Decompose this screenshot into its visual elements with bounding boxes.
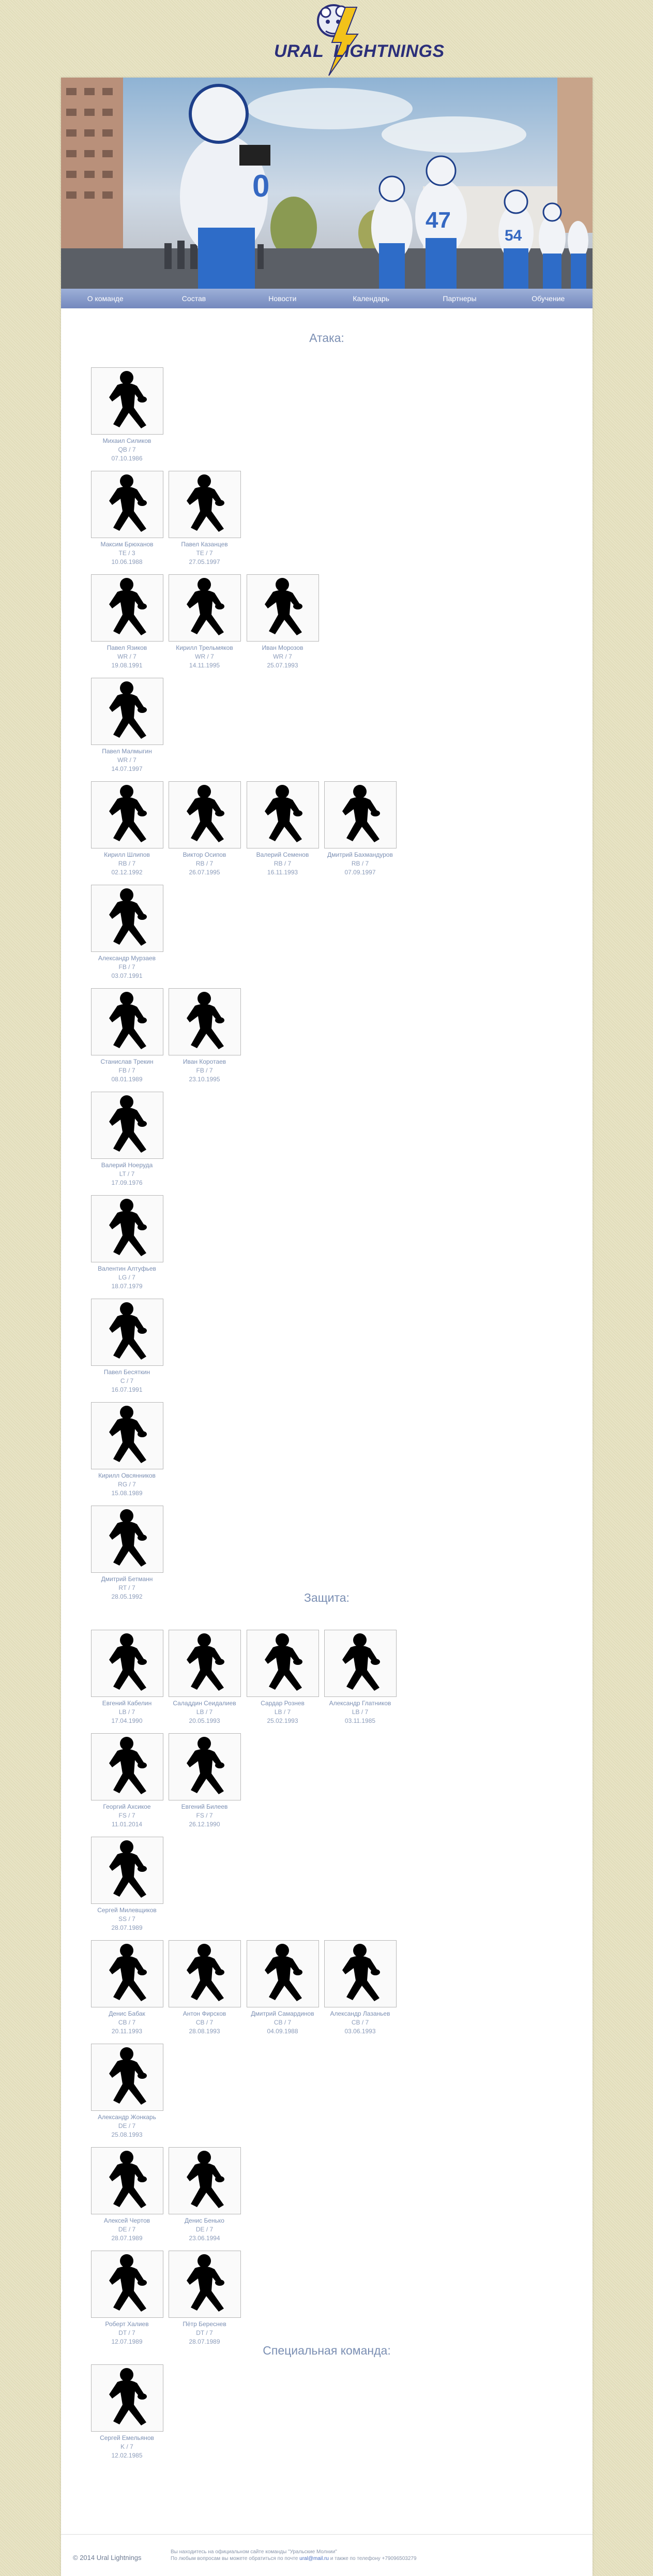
player-position: LG / 7 [118,1274,135,1281]
player-position: RB / 7 [351,860,369,867]
player-position: DT / 7 [118,2329,135,2336]
player-birthdate: 07.10.1986 [111,455,143,462]
player-birthdate: 23.10.1995 [189,1076,220,1083]
footer-divider [61,2534,593,2535]
player-name: Максим Брюханов [100,541,154,548]
nav-item-partners[interactable]: Партнеры [443,294,477,303]
player-silhouette-icon [97,2366,159,2430]
player-position: CB / 7 [274,2019,292,2026]
nav-item-news[interactable]: Новости [268,294,297,303]
player-photo[interactable] [91,367,163,435]
player-birthdate: 10.06.1988 [111,558,143,565]
player-position: LB / 7 [352,1708,369,1716]
player-name: Александр Мурзаев [98,955,156,962]
svg-text:47: 47 [426,207,451,233]
player-position: DE / 7 [118,2226,136,2233]
player-position: K / 7 [120,2443,133,2450]
player-name: Кирилл Шлипов [104,851,150,858]
player-photo[interactable] [91,678,163,745]
player-position: WR / 7 [117,653,136,660]
player-name: Кирилл Трельмяков [176,644,233,651]
player-card[interactable] [167,2147,242,2243]
player-position: WR / 7 [117,756,136,764]
player-photo[interactable] [91,1299,163,1366]
player-name: Пётр Береснев [183,2320,226,2328]
player-silhouette-icon [174,1632,236,1695]
player-name: Евгений Кабелин [102,1700,152,1707]
player-birthdate: 28.08.1993 [189,2028,220,2035]
player-photo[interactable] [91,574,163,642]
player-silhouette-icon [174,473,236,536]
player-birthdate: 25.07.1993 [267,662,298,669]
player-birthdate: 28.07.1989 [111,1924,143,1931]
player-position: LB / 7 [196,1708,213,1716]
player-birthdate: 17.04.1990 [111,1717,143,1724]
player-silhouette-icon [330,1942,392,2005]
player-silhouette-icon [97,1094,159,1157]
player-birthdate: 02.12.1992 [111,869,143,876]
player-card[interactable] [89,2147,164,2243]
player-birthdate: 25.02.1993 [267,1717,298,1724]
player-name: Павел Малмыгин [102,748,152,755]
player-silhouette-icon [174,1735,236,1798]
nav-item-roster[interactable]: Состав [181,294,206,303]
player-card[interactable] [89,2044,164,2139]
player-photo[interactable] [91,2147,163,2214]
player-position: WR / 7 [273,653,292,660]
player-birthdate: 12.07.1989 [111,2338,143,2345]
player-photo[interactable] [247,781,319,848]
player-birthdate: 14.07.1997 [111,765,143,772]
player-birthdate: 28.05.1992 [111,1593,143,1600]
player-birthdate: 26.12.1990 [189,1821,220,1828]
player-photo[interactable] [91,471,163,538]
player-birthdate: 18.07.1979 [111,1283,143,1290]
player-card[interactable] [245,781,320,877]
player-position: TE / 3 [118,549,135,557]
player-birthdate: 17.09.1976 [111,1179,143,1186]
player-name: Иван Коротаев [183,1058,226,1065]
content-page [61,78,593,2576]
player-silhouette-icon [174,783,236,846]
player-birthdate: 03.06.1993 [344,2028,376,2035]
player-name: Алексей Чертов [103,2217,150,2224]
hero-banner-image [61,78,593,289]
player-photo[interactable] [91,2044,163,2111]
player-silhouette-icon [97,680,159,743]
player-name: Павел Казанцев [181,541,228,548]
player-position: RB / 7 [195,860,214,867]
player-position: CB / 7 [195,2019,214,2026]
player-position: SS / 7 [118,1915,135,1923]
footer-line-2-pre: По любым вопросам вы можете обратиться по почте [171,2556,298,2562]
player-silhouette-icon [97,369,159,433]
player-silhouette-icon [252,1942,314,2005]
player-card[interactable] [167,471,242,567]
player-birthdate: 12.02.1985 [111,2452,143,2459]
player-position: C / 7 [120,1377,134,1384]
player-name: Валерий Ноеруда [101,1162,153,1169]
player-silhouette-icon [97,2046,159,2109]
player-card[interactable] [89,678,164,773]
player-photo[interactable] [91,1506,163,1573]
player-position: LT / 7 [119,1170,135,1178]
player-silhouette-icon [252,576,314,639]
player-card[interactable] [167,574,242,670]
player-name: Иван Морозов [262,644,303,651]
player-birthdate: 04.09.1988 [267,2028,298,2035]
player-photo[interactable] [169,471,241,538]
player-card[interactable] [89,885,164,980]
player-name: Михаил Силиков [102,437,151,444]
player-position: RB / 7 [274,860,292,867]
section-title: Атака: [309,331,344,345]
player-photo[interactable] [169,574,241,642]
player-card[interactable] [89,1940,164,2036]
player-birthdate: 28.07.1989 [189,2338,220,2345]
player-position: CB / 7 [118,2019,136,2026]
player-photo[interactable] [91,781,163,848]
player-name: Павел Бесяткин [103,1368,150,1376]
player-silhouette-icon [97,1197,159,1260]
player-position: RT / 7 [118,1584,135,1591]
player-name: Александр Глатников [329,1700,391,1707]
player-photo[interactable] [91,1195,163,1262]
player-name: Дмитрий Бахмандуров [327,851,393,858]
player-photo[interactable] [169,1940,241,2007]
player-position: FS / 7 [118,1812,135,1819]
player-card[interactable] [167,1733,242,1829]
player-position: DE / 7 [195,2226,214,2233]
player-position: LB / 7 [274,1708,291,1716]
footer-line-2 [171,2555,417,2562]
player-card[interactable] [89,367,164,463]
player-birthdate: 26.07.1995 [189,869,220,876]
player-position: WR / 7 [195,653,214,660]
player-name: Сергей Емельянов [100,2434,154,2441]
player-card[interactable] [89,1195,164,1291]
player-card[interactable] [167,781,242,877]
site-logo[interactable] [274,0,445,78]
player-photo[interactable] [91,1092,163,1159]
player-name: Георгий Ахсикое [103,1803,151,1810]
player-photo[interactable] [91,1940,163,2007]
player-name: Сергей Милевщиков [97,1907,157,1914]
player-position: QB / 7 [118,446,136,453]
footer-copyright: © 2014 Ural Lightnings [73,2554,142,2562]
player-name: Антон Фирсков [183,2010,226,2017]
player-silhouette-icon [252,783,314,846]
player-card[interactable] [89,1506,164,1601]
player-name: Дмитрий Бетманн [101,1575,153,1583]
player-card[interactable] [89,2364,164,2460]
logo-word-ural: URAL [274,41,324,61]
footer-line-1: Вы находитесь на официальном сайте команды "Уральские Молнии" [171,2549,337,2555]
player-silhouette-icon [174,2149,236,2212]
player-position: FB / 7 [118,963,135,971]
player-silhouette-icon [97,1942,159,2005]
player-photo[interactable] [91,2251,163,2318]
player-card[interactable] [89,1733,164,1829]
nav-item-training[interactable]: Обучение [531,294,565,303]
player-name: Станислав Трекин [100,1058,154,1065]
player-position: RG / 7 [118,1481,136,1488]
player-silhouette-icon [97,2149,159,2212]
player-silhouette-icon [174,1942,236,2005]
footer-contacts [171,2549,417,2562]
player-card[interactable] [245,574,320,670]
player-silhouette-icon [330,1632,392,1695]
player-birthdate: 03.07.1991 [111,972,143,979]
player-position: DT / 7 [196,2329,213,2336]
player-card[interactable] [89,1299,164,1394]
player-name: Кирилл Овсянников [98,1472,156,1479]
player-silhouette-icon [330,783,392,846]
player-birthdate: 28.07.1989 [111,2235,143,2242]
player-name: Денис Бенько [185,2217,224,2224]
player-photo[interactable] [247,1940,319,2007]
player-photo[interactable] [169,781,241,848]
section-title: Специальная команда: [263,2344,391,2357]
player-card[interactable] [167,1940,242,2036]
player-silhouette-icon [252,1632,314,1695]
player-birthdate: 14.11.1995 [189,662,220,669]
player-card[interactable] [245,1940,320,2036]
logo-word-lightnings: LIGHTNINGS [333,41,445,61]
player-silhouette-icon [97,1508,159,1571]
player-position: CB / 7 [351,2019,369,2026]
player-card[interactable] [323,1940,398,2036]
player-silhouette-icon [97,473,159,536]
player-birthdate: 20.11.1993 [111,2028,143,2035]
player-silhouette-icon [97,990,159,1053]
player-position: FS / 7 [196,1812,213,1819]
player-photo[interactable] [91,2364,163,2432]
player-silhouette-icon [97,1839,159,1902]
svg-text:0: 0 [252,169,270,203]
player-photo[interactable] [247,1630,319,1697]
player-position: TE / 7 [196,549,213,557]
player-birthdate: 20.05.1993 [189,1717,220,1724]
player-photo[interactable] [91,1733,163,1800]
player-card[interactable] [89,1837,164,1932]
player-name: Дмитрий Самардинов [251,2010,314,2017]
player-position: RB / 7 [118,860,136,867]
player-silhouette-icon [97,1404,159,1467]
player-photo[interactable] [91,1837,163,1904]
header [0,0,653,78]
player-silhouette-icon [97,1632,159,1695]
player-card[interactable] [89,2251,164,2346]
player-photo[interactable] [324,1940,397,2007]
player-birthdate: 27.05.1997 [189,558,220,565]
player-silhouette-icon [97,1735,159,1798]
player-card[interactable] [323,781,398,877]
footer-line-2-post: и также по телефону +79096503279 [330,2556,417,2562]
player-position: FB / 7 [118,1067,135,1074]
player-name: Александр Жонкарь [98,2113,156,2121]
svg-text:54: 54 [505,227,522,244]
player-position: DE / 7 [118,2122,136,2130]
player-card[interactable] [89,1092,164,1187]
player-position: FB / 7 [196,1067,213,1074]
player-silhouette-icon [97,1301,159,1364]
player-birthdate: 08.01.1989 [111,1076,143,1083]
player-silhouette-icon [174,2253,236,2316]
player-silhouette-icon [97,576,159,639]
player-birthdate: 16.07.1991 [111,1386,143,1393]
player-birthdate: 25.08.1993 [111,2131,143,2138]
player-name: Александр Лазаньев [330,2010,390,2017]
player-birthdate: 07.09.1997 [344,869,376,876]
player-photo[interactable] [169,2147,241,2214]
player-silhouette-icon [97,2253,159,2316]
player-birthdate: 23.06.1994 [189,2235,220,2242]
player-photo[interactable] [324,1630,397,1697]
player-birthdate: 15.08.1989 [111,1490,143,1497]
player-name: Евгений Билеев [181,1803,228,1810]
player-card[interactable] [245,1630,320,1725]
player-card[interactable] [89,574,164,670]
player-name: Валерий Семенов [256,851,309,858]
footer-email-link[interactable]: ural@mail.ru [299,2556,329,2562]
player-photo[interactable] [91,885,163,952]
player-card[interactable] [89,781,164,877]
player-name: Валентин Алтуфьев [98,1265,156,1272]
player-photo[interactable] [169,2251,241,2318]
player-card[interactable] [323,1630,398,1725]
player-name: Сардар Рознев [261,1700,305,1707]
player-photo[interactable] [324,781,397,848]
player-silhouette-icon [174,990,236,1053]
player-card[interactable] [167,988,242,1084]
player-photo[interactable] [169,1630,241,1697]
player-photo[interactable] [91,988,163,1055]
player-card[interactable] [89,988,164,1084]
player-name: Роберт Халиев [105,2320,149,2328]
player-card[interactable] [89,471,164,567]
player-name: Павел Язиков [107,644,147,651]
player-birthdate: 03.11.1985 [344,1717,376,1724]
player-silhouette-icon [97,783,159,846]
player-birthdate: 11.01.2014 [111,1821,143,1828]
player-position: LB / 7 [118,1708,135,1716]
nav-item-calendar[interactable]: Календарь [353,294,389,303]
player-photo[interactable] [169,988,241,1055]
player-photo[interactable] [91,1402,163,1469]
section-title: Защита: [304,1591,350,1604]
player-photo[interactable] [247,574,319,642]
player-card[interactable] [167,2251,242,2346]
player-photo[interactable] [91,1630,163,1697]
player-silhouette-icon [174,576,236,639]
player-card[interactable] [167,1630,242,1725]
player-name: Денис Бабак [109,2010,145,2017]
logo-mascot-icon [274,0,408,78]
player-birthdate: 16.11.1993 [267,869,298,876]
player-card[interactable] [89,1402,164,1498]
player-silhouette-icon [97,887,159,950]
player-name: Виктор Осипов [183,851,226,858]
player-name: Саладдин Сеидалиев [173,1700,236,1707]
player-card[interactable] [89,1630,164,1725]
main-navigation [61,289,593,308]
nav-item-about[interactable]: О команде [87,294,124,303]
player-birthdate: 19.08.1991 [111,662,143,669]
player-photo[interactable] [169,1733,241,1800]
